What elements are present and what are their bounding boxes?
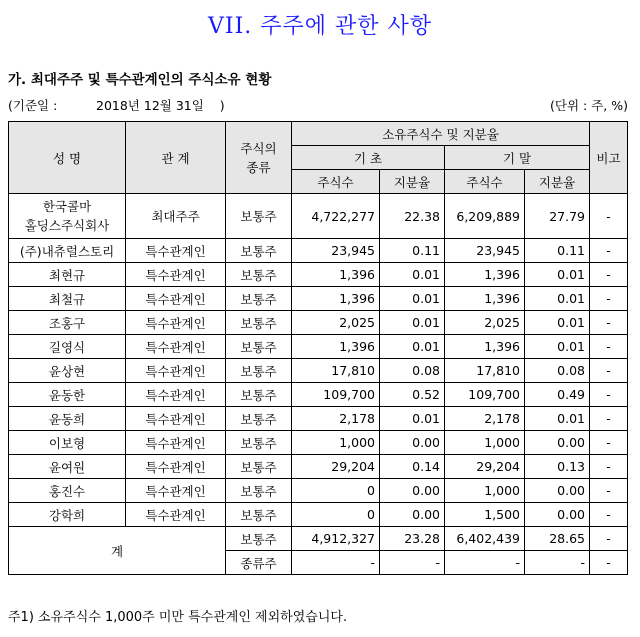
header-stock-type: 주식의 종류 xyxy=(226,122,292,194)
cell-end-ratio: 0.01 xyxy=(525,335,590,359)
cell-begin-ratio: 0.01 xyxy=(380,287,445,311)
cell-begin-ratio: 0.11 xyxy=(380,239,445,263)
cell-end-ratio: 0.01 xyxy=(525,311,590,335)
cell-begin-shares: 109,700 xyxy=(292,383,380,407)
cell-relation: 특수관계인 xyxy=(126,311,226,335)
cell-begin-shares: 4,722,277 xyxy=(292,194,380,239)
cell-end-ratio: 0.01 xyxy=(525,407,590,431)
total-class-end-shares: - xyxy=(445,551,525,575)
cell-stock-type: 보통주 xyxy=(226,287,292,311)
total-common-type: 보통주 xyxy=(226,527,292,551)
cell-name: 윤동한 xyxy=(9,383,126,407)
cell-relation: 특수관계인 xyxy=(126,383,226,407)
cell-name: 길영식 xyxy=(9,335,126,359)
cell-name: 조홍구 xyxy=(9,311,126,335)
cell-name: 이보형 xyxy=(9,431,126,455)
cell-name: 윤동희 xyxy=(9,407,126,431)
cell-begin-ratio: 0.14 xyxy=(380,455,445,479)
base-date-prefix: (기준일 : xyxy=(8,98,58,113)
header-end-ratio: 지분율 xyxy=(525,170,590,194)
cell-stock-type: 보통주 xyxy=(226,311,292,335)
cell-begin-shares: 23,945 xyxy=(292,239,380,263)
cell-name: (주)내츄럴스토리 xyxy=(9,239,126,263)
table-row xyxy=(9,194,628,239)
cell-end-ratio: 0.08 xyxy=(525,359,590,383)
shareholder-table xyxy=(8,121,628,575)
cell-end-ratio: 0.01 xyxy=(525,263,590,287)
header-begin-ratio: 지분율 xyxy=(380,170,445,194)
table-row xyxy=(9,383,628,407)
cell-end-shares: 17,810 xyxy=(445,359,525,383)
base-date: 2018년 12월 31일 ) xyxy=(96,98,225,113)
total-common-note: - xyxy=(590,527,628,551)
cell-stock-type: 보통주 xyxy=(226,335,292,359)
total-common-begin-ratio: 23.28 xyxy=(380,527,445,551)
header-begin: 기 초 xyxy=(292,146,445,170)
cell-end-ratio: 0.00 xyxy=(525,479,590,503)
table-row xyxy=(9,359,628,383)
cell-stock-type: 보통주 xyxy=(226,263,292,287)
header-note: 비고 xyxy=(590,122,628,194)
cell-stock-type: 보통주 xyxy=(226,407,292,431)
cell-name: 한국콜마 홀딩스주식회사 xyxy=(9,194,126,239)
cell-relation: 특수관계인 xyxy=(126,455,226,479)
cell-note: - xyxy=(590,455,628,479)
cell-end-shares: 1,396 xyxy=(445,263,525,287)
cell-end-ratio: 0.00 xyxy=(525,503,590,527)
cell-end-ratio: 0.01 xyxy=(525,287,590,311)
total-class-end-ratio: - xyxy=(525,551,590,575)
cell-name: 윤상현 xyxy=(9,359,126,383)
cell-stock-type: 보통주 xyxy=(226,194,292,239)
cell-relation: 특수관계인 xyxy=(126,431,226,455)
cell-note: - xyxy=(590,359,628,383)
section-subtitle: 가. 최대주주 및 특수관계인의 주식소유 현황 xyxy=(8,72,272,88)
cell-begin-shares: 0 xyxy=(292,503,380,527)
cell-begin-ratio: 0.00 xyxy=(380,479,445,503)
cell-end-shares: 23,945 xyxy=(445,239,525,263)
cell-end-shares: 1,396 xyxy=(445,287,525,311)
cell-relation: 최대주주 xyxy=(126,194,226,239)
footnote: 주1) 소유주식수 1,000주 미만 특수관계인 제외하였습니다. xyxy=(8,610,348,625)
cell-end-shares: 1,000 xyxy=(445,479,525,503)
cell-end-shares: 1,000 xyxy=(445,431,525,455)
table-row xyxy=(9,479,628,503)
cell-stock-type: 보통주 xyxy=(226,455,292,479)
table-row xyxy=(9,407,628,431)
cell-begin-shares: 1,000 xyxy=(292,431,380,455)
cell-begin-shares: 2,178 xyxy=(292,407,380,431)
cell-begin-shares: 17,810 xyxy=(292,359,380,383)
cell-begin-shares: 1,396 xyxy=(292,335,380,359)
header-end: 기 말 xyxy=(445,146,590,170)
cell-note: - xyxy=(590,194,628,239)
cell-relation: 특수관계인 xyxy=(126,359,226,383)
total-row-common xyxy=(9,527,628,551)
cell-end-shares: 1,500 xyxy=(445,503,525,527)
cell-begin-shares: 2,025 xyxy=(292,311,380,335)
cell-note: - xyxy=(590,287,628,311)
cell-name: 홍진수 xyxy=(9,479,126,503)
total-class-begin-shares: - xyxy=(292,551,380,575)
cell-end-shares: 2,025 xyxy=(445,311,525,335)
total-common-end-ratio: 28.65 xyxy=(525,527,590,551)
cell-begin-shares: 1,396 xyxy=(292,263,380,287)
cell-begin-ratio: 0.01 xyxy=(380,407,445,431)
cell-begin-shares: 1,396 xyxy=(292,287,380,311)
header-begin-shares: 주식수 xyxy=(292,170,380,194)
cell-stock-type: 보통주 xyxy=(226,239,292,263)
unit-label: (단위 : 주, %) xyxy=(550,98,628,113)
cell-name: 강학희 xyxy=(9,503,126,527)
table-row xyxy=(9,455,628,479)
cell-note: - xyxy=(590,335,628,359)
cell-begin-ratio: 0.01 xyxy=(380,311,445,335)
cell-stock-type: 보통주 xyxy=(226,503,292,527)
cell-begin-ratio: 0.08 xyxy=(380,359,445,383)
total-common-end-shares: 6,402,439 xyxy=(445,527,525,551)
header-relation: 관 계 xyxy=(126,122,226,194)
cell-relation: 특수관계인 xyxy=(126,239,226,263)
cell-note: - xyxy=(590,407,628,431)
cell-relation: 특수관계인 xyxy=(126,479,226,503)
table-row xyxy=(9,431,628,455)
header-end-shares: 주식수 xyxy=(445,170,525,194)
cell-relation: 특수관계인 xyxy=(126,287,226,311)
table-row xyxy=(9,311,628,335)
header-name: 성 명 xyxy=(9,122,126,194)
header-holdings: 소유주식수 및 지분율 xyxy=(292,122,590,146)
cell-begin-ratio: 0.01 xyxy=(380,335,445,359)
cell-relation: 특수관계인 xyxy=(126,407,226,431)
cell-relation: 특수관계인 xyxy=(126,335,226,359)
cell-stock-type: 보통주 xyxy=(226,431,292,455)
cell-begin-ratio: 0.52 xyxy=(380,383,445,407)
cell-note: - xyxy=(590,311,628,335)
cell-note: - xyxy=(590,239,628,263)
cell-end-ratio: 0.13 xyxy=(525,455,590,479)
table-meta xyxy=(8,96,628,114)
total-label: 계 xyxy=(9,527,226,575)
cell-stock-type: 보통주 xyxy=(226,359,292,383)
total-common-begin-shares: 4,912,327 xyxy=(292,527,380,551)
cell-relation: 특수관계인 xyxy=(126,503,226,527)
table-row xyxy=(9,287,628,311)
cell-begin-ratio: 0.00 xyxy=(380,503,445,527)
cell-end-shares: 2,178 xyxy=(445,407,525,431)
cell-note: - xyxy=(590,479,628,503)
cell-name: 최철규 xyxy=(9,287,126,311)
page-title: VII. 주주에 관한 사항 xyxy=(207,14,432,39)
cell-note: - xyxy=(590,263,628,287)
table-row xyxy=(9,263,628,287)
cell-begin-ratio: 22.38 xyxy=(380,194,445,239)
cell-note: - xyxy=(590,383,628,407)
cell-begin-shares: 29,204 xyxy=(292,455,380,479)
cell-end-shares: 29,204 xyxy=(445,455,525,479)
cell-note: - xyxy=(590,503,628,527)
total-class-begin-ratio: - xyxy=(380,551,445,575)
cell-end-ratio: 0.11 xyxy=(525,239,590,263)
cell-note: - xyxy=(590,431,628,455)
cell-relation: 특수관계인 xyxy=(126,263,226,287)
cell-end-shares: 6,209,889 xyxy=(445,194,525,239)
table-row xyxy=(9,239,628,263)
cell-begin-shares: 0 xyxy=(292,479,380,503)
cell-begin-ratio: 0.00 xyxy=(380,431,445,455)
cell-name: 윤여원 xyxy=(9,455,126,479)
total-class-note: - xyxy=(590,551,628,575)
cell-end-shares: 109,700 xyxy=(445,383,525,407)
table-row xyxy=(9,503,628,527)
cell-stock-type: 보통주 xyxy=(226,383,292,407)
cell-end-shares: 1,396 xyxy=(445,335,525,359)
cell-end-ratio: 27.79 xyxy=(525,194,590,239)
table-row xyxy=(9,335,628,359)
cell-begin-ratio: 0.01 xyxy=(380,263,445,287)
cell-stock-type: 보통주 xyxy=(226,479,292,503)
cell-end-ratio: 0.49 xyxy=(525,383,590,407)
cell-name: 최현규 xyxy=(9,263,126,287)
cell-end-ratio: 0.00 xyxy=(525,431,590,455)
total-class-type: 종류주 xyxy=(226,551,292,575)
